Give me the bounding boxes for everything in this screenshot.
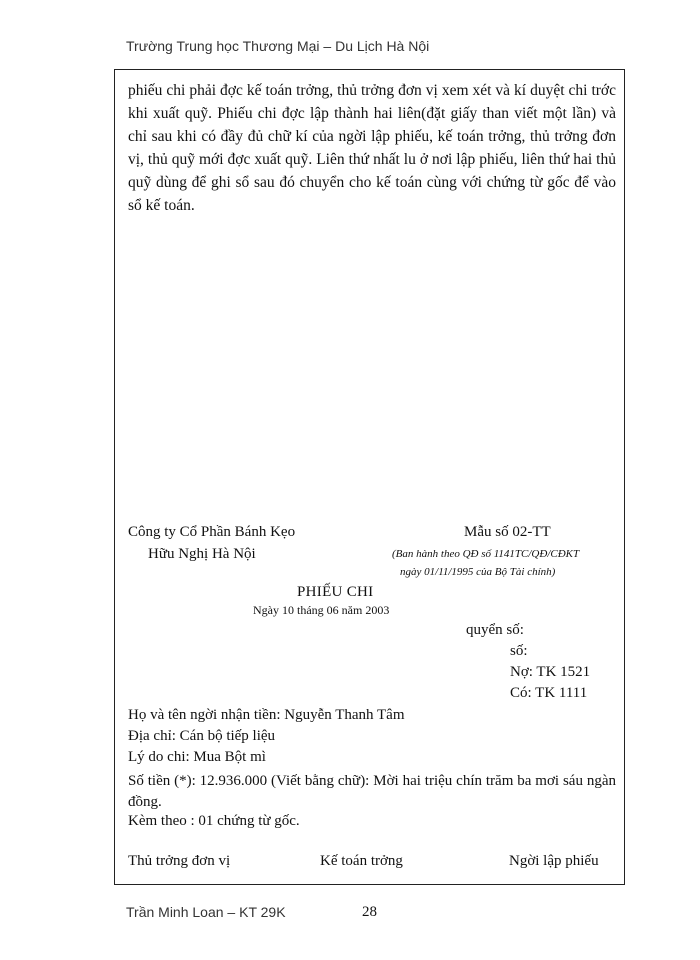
recipient-address: Địa chỉ: Cán bộ tiếp liệu xyxy=(128,728,276,744)
intro-paragraph: phiếu chi phải đợc kế toán trởng, thủ trởng đơn vị xem xét và kí duyệt chi trớc khi xuất quỹ. Phiếu chi đợc lập thành hai liên(đặt giấy than viết một lần) và chỉ sau khi có đầy đủ chữ kí của ngời lập phiếu, kế toán trởng, thủ trởng đơn vị, thủ quỹ mới đợc xuất quỹ. Liên thứ nhất lu ở nơi lập phiếu, liên thứ hai thủ quỹ dùng để ghi sổ sau đó chuyển cho kế toán cùng với chứng từ gốc để vào sổ kế toán. xyxy=(128,82,616,214)
attachments: Kèm theo : 01 chứng từ gốc. xyxy=(128,813,300,829)
payment-reason: Lý do chi: Mua Bột mì xyxy=(128,749,266,765)
company-name-line1: Công ty Cổ Phần Bánh Kẹo xyxy=(128,524,296,540)
book-number: quyển số: xyxy=(466,622,524,638)
page-header: Trường Trung học Thương Mại – Du Lịch Hà Nội xyxy=(126,38,430,54)
signature-head: Thủ trởng đơn vị xyxy=(128,853,231,869)
company-name-line2: Hữu Nghị Hà Nội xyxy=(148,546,256,562)
credit-account: Có: TK 1111 xyxy=(510,685,588,701)
signature-accountant: Kế toán trởng xyxy=(320,853,403,869)
footer-author: Trần Minh Loan – KT 29K xyxy=(126,904,286,920)
page-number: 28 xyxy=(362,904,377,920)
recipient-name: Họ và tên ngời nhận tiền: Nguyễn Thanh Tâm xyxy=(128,707,405,723)
voucher-title: PHIẾU CHI xyxy=(297,584,374,600)
issued-by-line2: ngày 01/11/1995 của Bộ Tài chính) xyxy=(400,566,556,578)
debit-account: Nợ: TK 1521 xyxy=(510,664,591,680)
payment-amount: Số tiền (*): 12.936.000 (Viết bằng chữ): Mời hai triệu chín trăm ba mơi sáu ngàn đồng. xyxy=(128,773,616,810)
voucher-number: số: xyxy=(510,643,528,659)
issued-by-line1: (Ban hành theo QĐ số 1141TC/QĐ/CĐKT xyxy=(392,548,580,560)
voucher-date: Ngày 10 tháng 06 năm 2003 xyxy=(253,603,390,617)
form-code: Mẫu số 02-TT xyxy=(464,524,551,540)
signature-preparer: Ngời lập phiếu xyxy=(509,853,599,869)
